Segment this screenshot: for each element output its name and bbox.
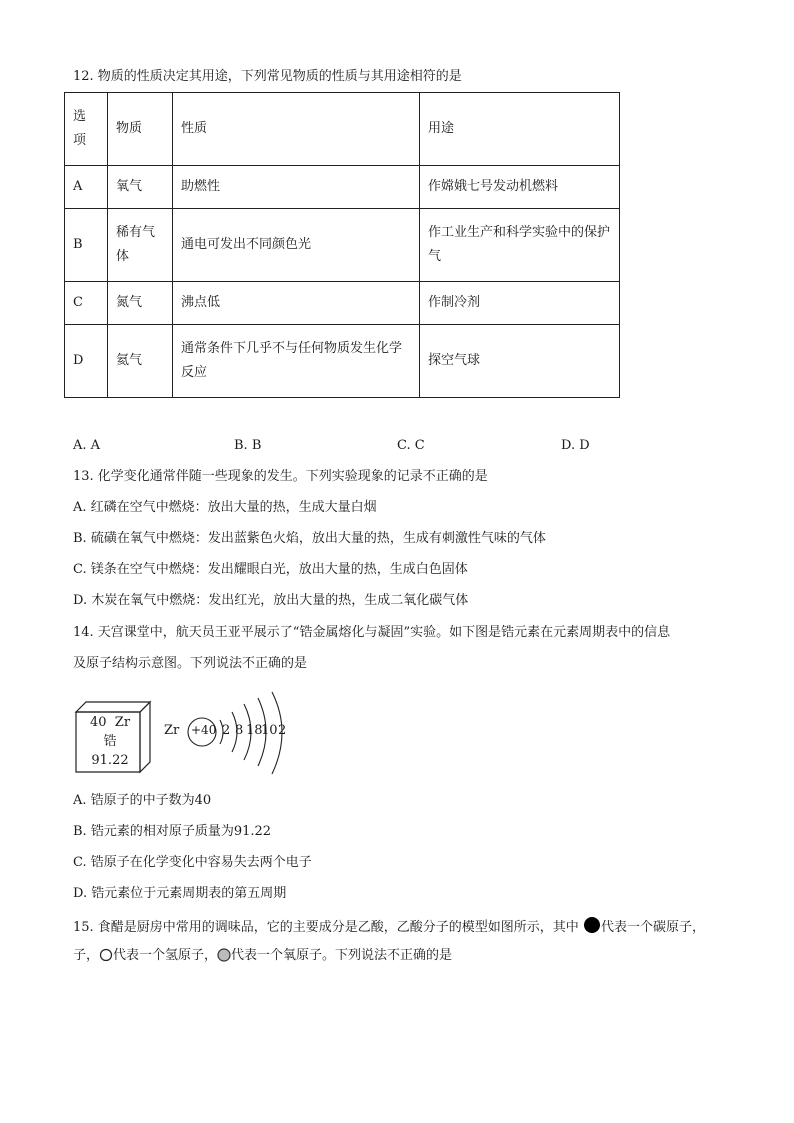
element-name: 锆 xyxy=(103,734,117,749)
header-use: 用途 xyxy=(420,93,620,166)
header-option xyxy=(65,93,108,166)
q12-choice-c: C. C xyxy=(397,438,425,453)
cell-substance: 稀有气体 xyxy=(108,209,173,282)
q12-table xyxy=(64,92,620,398)
q12-stem: 12. 物质的性质决定其用途，下列常见物质的性质与其用途相符的是 xyxy=(73,69,462,84)
header-substance: 物质 xyxy=(108,93,173,166)
q12-choice-a: A. A xyxy=(73,438,101,453)
cell-substance: 氧气 xyxy=(108,166,173,209)
q13-choice-b: B. 硫磺在氧气中燃烧：发出蓝紫色火焰，放出大量的热，生成有刺激性气味的气体 xyxy=(73,531,546,546)
q14-stem-line2: 及原子结构示意图。下列说法不正确的是 xyxy=(73,656,308,671)
black-circle-icon xyxy=(583,916,601,934)
cell-use: 作工业生产和科学实验中的保护气 xyxy=(420,209,620,282)
nucleus-charge: +40 xyxy=(191,723,217,737)
cell-use: 作制冷剂 xyxy=(420,282,620,325)
white-circle-icon xyxy=(99,948,113,962)
table-header-row xyxy=(65,93,620,166)
q12-choice-b: B. B xyxy=(234,438,262,453)
table-row xyxy=(65,325,620,398)
cell-option: C xyxy=(65,282,108,325)
shell-count-1: 2 xyxy=(222,723,231,738)
table-row xyxy=(65,166,620,209)
header-option-line1: 选 xyxy=(73,109,87,124)
cell-use: 作嫦娥七号发动机燃料 xyxy=(420,166,620,209)
atom-structure-diagram xyxy=(164,690,304,780)
q15-text-oxygen: 代表一个氧原子。下列说法不正确的是 xyxy=(231,948,453,963)
shell-count-4: 10 xyxy=(261,723,278,738)
q15-text-carbon: 代表一个碳原子， xyxy=(600,920,705,935)
atomic-mass: 91.22 xyxy=(91,753,129,768)
atom-symbol: Zr xyxy=(164,723,180,738)
atomic-number: 40 xyxy=(89,715,107,730)
q13-choice-c: C. 镁条在空气中燃烧：发出耀眼白光，放出大量的热，生成白色固体 xyxy=(73,562,468,577)
q13-choice-a: A. 红磷在空气中燃烧：放出大量的热，生成大量白烟 xyxy=(73,500,377,515)
shell-count-3: 18 xyxy=(246,723,263,738)
table-row xyxy=(65,209,620,282)
shell-count-5: 2 xyxy=(278,723,287,738)
cell-property: 沸点低 xyxy=(173,282,420,325)
element-symbol: Zr xyxy=(114,715,131,730)
element-number-symbol xyxy=(78,713,142,732)
cell-property: 通常条件下几乎不与任何物质发生化学反应 xyxy=(173,325,420,398)
cell-option: A xyxy=(65,166,108,209)
q15-line2 xyxy=(73,947,452,965)
q14-stem-line1: 14. 天宫课堂中，航天员王亚平展示了“锆金属熔化与凝固”实验。如下图是锆元素在元素周期表中的信息 xyxy=(73,625,671,640)
cell-option: D xyxy=(65,325,108,398)
q13-choice-d: D. 木炭在氧气中燃烧：发出红光，放出大量的热，生成二氧化碳气体 xyxy=(73,593,469,608)
cell-property: 助燃性 xyxy=(173,166,420,209)
q15-line1 xyxy=(73,916,705,937)
element-cell-zr xyxy=(74,700,152,774)
cell-property: 通电可发出不同颜色光 xyxy=(173,209,420,282)
q15-text-hydrogen: 代表一个氢原子， xyxy=(113,948,218,963)
header-property: 性质 xyxy=(173,93,420,166)
q15-text-before-carbon: 15. 食醋是厨房中常用的调味品，它的主要成分是乙酸，乙酸分子的模型如图所示，其中 xyxy=(73,920,579,935)
cell-use: 探空气球 xyxy=(420,325,620,398)
q13-stem: 13. 化学变化通常伴随一些现象的发生。下列实验现象的记录不正确的是 xyxy=(73,469,488,484)
q14-choice-c: C. 锆原子在化学变化中容易失去两个电子 xyxy=(73,855,312,870)
table-row xyxy=(65,282,620,325)
q15-text-hydrogen-prefix: 子， xyxy=(73,948,100,963)
cell-option: B xyxy=(65,209,108,282)
cell-substance: 氦气 xyxy=(108,325,173,398)
shell-count-2: 8 xyxy=(235,723,244,738)
header-option-line2: 项 xyxy=(73,133,87,148)
q14-choice-a: A. 锆原子的中子数为40 xyxy=(73,793,212,808)
cell-substance: 氮气 xyxy=(108,282,173,325)
gray-circle-icon xyxy=(217,948,231,962)
q14-choice-b: B. 锆元素的相对原子质量为91.22 xyxy=(73,824,272,839)
q14-choice-d: D. 锆元素位于元素周期表的第五周期 xyxy=(73,886,287,901)
q12-choice-d: D. D xyxy=(561,438,590,453)
